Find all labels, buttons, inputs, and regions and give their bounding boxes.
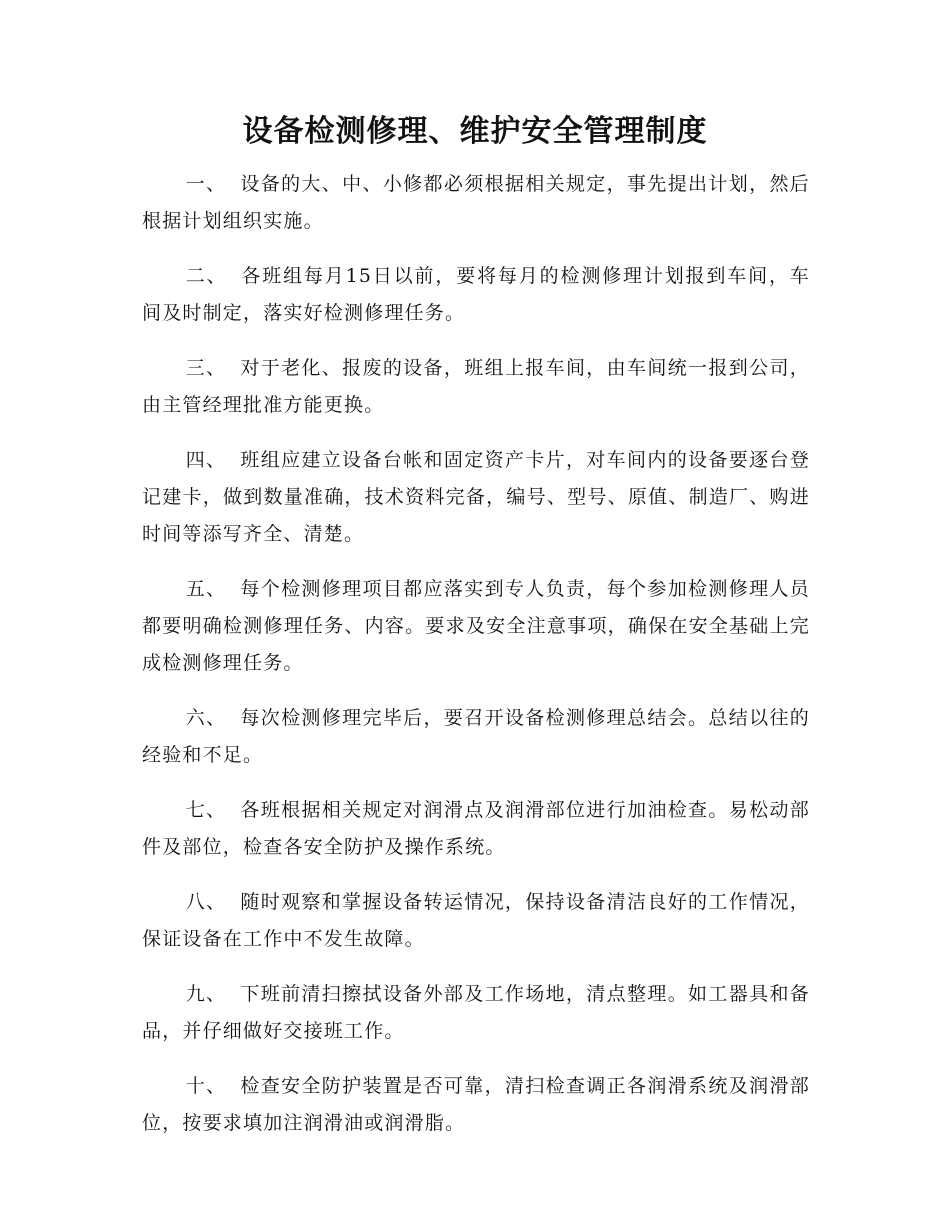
clause-text: 设备的大、中、小修都必须根据相关规定，事先提出计划，然后根据计划组织实施。 [142, 173, 810, 232]
clause-4 [142, 442, 810, 553]
clause-text: 对于老化、报废的设备，班组上报车间，由车间统一报到公司，由主管经理批准方能更换。 [142, 357, 810, 416]
clause-number: 六、 [185, 707, 227, 729]
clause-7 [142, 792, 810, 866]
clause-3 [142, 350, 810, 424]
clause-number: 九、 [185, 983, 227, 1005]
clause-9 [142, 976, 810, 1050]
clause-6 [142, 700, 810, 774]
clause-text: 各班组每月15日以前，要将每月的检测修理计划报到车间，车间及时制定，落实好检测修理任务。 [142, 265, 810, 324]
clause-8 [142, 884, 810, 958]
clause-text: 随时观察和掌握设备转运情况，保持设备清洁良好的工作情况，保证设备在工作中不发生故障。 [142, 891, 810, 950]
clause-text: 各班根据相关规定对润滑点及润滑部位进行加油检查。易松动部件及部位，检查各安全防护及操作系统。 [142, 799, 810, 858]
clause-number: 三、 [185, 357, 227, 379]
clause-1 [142, 166, 810, 240]
clause-text: 班组应建立设备台帐和固定资产卡片，对车间内的设备要逐台登记建卡，做到数量准确，技术资料完备，编号、型号、原值、制造厂、购进时间等添写齐全、清楚。 [142, 449, 810, 545]
clause-number: 四、 [185, 449, 227, 471]
document-title: 设备检测修理、维护安全管理制度 [242, 114, 708, 149]
clause-text: 下班前清扫擦拭设备外部及工作场地，清点整理。如工器具和备品，并仔细做好交接班工作。 [142, 983, 810, 1042]
clause-10 [142, 1068, 810, 1142]
clause-number: 十、 [185, 1075, 227, 1097]
clause-text: 每次检测修理完毕后，要召开设备检测修理总结会。总结以往的经验和不足。 [142, 707, 810, 766]
clause-number: 五、 [185, 578, 227, 600]
document-body [142, 166, 810, 1160]
clause-number: 一、 [185, 173, 227, 195]
clause-5 [142, 571, 810, 682]
clause-number: 八、 [185, 891, 227, 913]
clause-2 [142, 258, 810, 332]
clause-number: 七、 [185, 799, 227, 821]
clause-text: 检查安全防护装置是否可靠，清扫检查调正各润滑系统及润滑部位，按要求填加注润滑油或润滑脂。 [142, 1075, 810, 1134]
clause-number: 二、 [185, 265, 228, 287]
clause-text: 每个检测修理项目都应落实到专人负责，每个参加检测修理人员都要明确检测修理任务、内容。要求及安全注意事项，确保在安全基础上完成检测修理任务。 [142, 578, 810, 674]
